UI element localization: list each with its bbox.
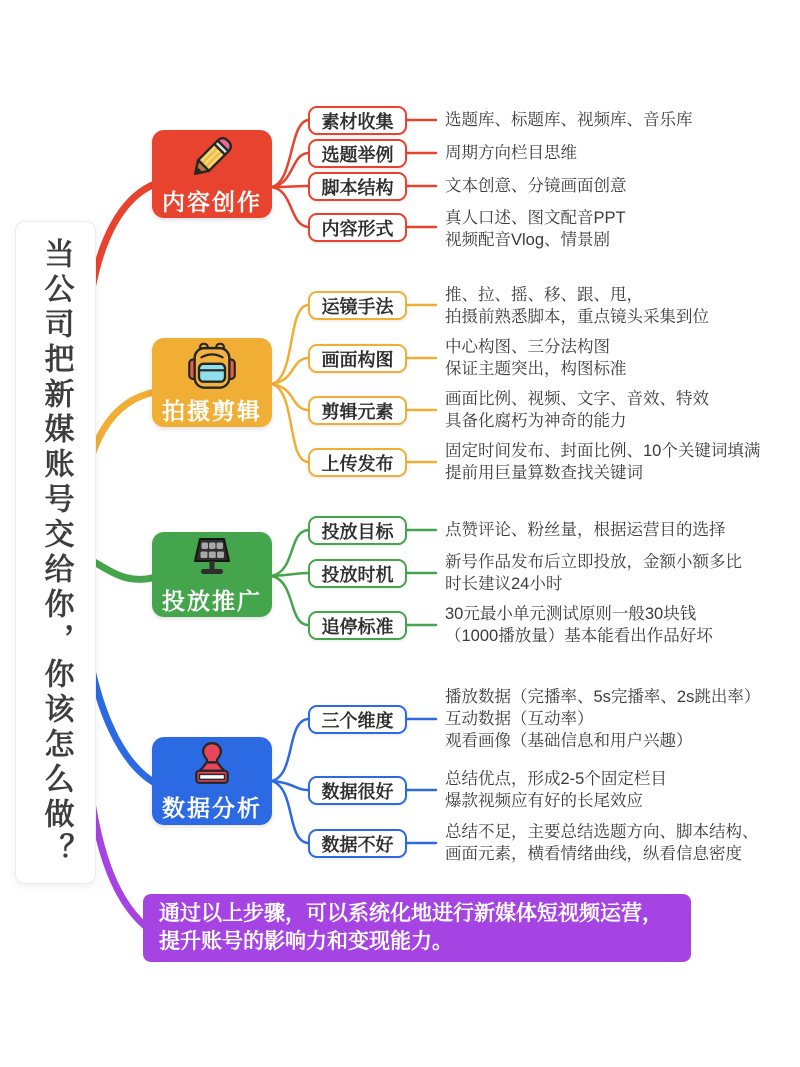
summary-line: 提升账号的影响力和变现能力。	[159, 930, 453, 953]
subtopic-label: 画面构图	[321, 349, 394, 370]
subtopic-editing-elements	[308, 396, 407, 425]
desc-line: 视频配音Vlog、情景剧	[445, 231, 611, 249]
desc-topic-examples	[445, 142, 577, 164]
subtopic-label: 投放目标	[321, 521, 394, 542]
subtopic-ad-timing	[308, 559, 407, 588]
desc-line: 文本创意、分镜画面创意	[445, 177, 627, 195]
subtopic-three-dimensions	[308, 705, 407, 734]
desc-line: 点赞评论、粉丝量，根据运营目的选择	[445, 521, 726, 539]
subtopic-label: 剪辑元素	[321, 401, 394, 422]
subtopic-camera-movement	[308, 291, 407, 320]
desc-camera-movement	[445, 284, 709, 328]
desc-good-data	[445, 768, 667, 812]
desc-stop-criteria	[445, 603, 713, 647]
summary-banner	[143, 894, 691, 962]
desc-line: 爆款视频应有好的长尾效应	[445, 792, 643, 810]
subtopic-label: 内容形式	[321, 218, 394, 239]
desc-line: 推、拉、摇、移、跟、甩，	[445, 286, 643, 304]
topic-data-analysis	[152, 737, 272, 825]
subtopic-label: 运镜手法	[321, 296, 394, 317]
stamp-icon	[187, 739, 237, 789]
desc-line: 保证主题突出，构图标准	[445, 360, 627, 378]
subtopic-label: 数据很好	[321, 781, 394, 802]
subtopic-topic-examples	[308, 139, 407, 168]
branch1-main-curve	[90, 184, 155, 300]
branch4-main-curve	[88, 650, 155, 783]
desc-ad-timing	[445, 551, 742, 595]
desc-line: 播放数据（完播率、5s完播率、2s跳出率）	[445, 688, 761, 706]
solar-panel-icon	[187, 534, 237, 582]
desc-bad-data	[445, 821, 759, 865]
desc-line: 画面元素，横看情绪曲线，纵看信息密度	[445, 845, 742, 863]
subtopic-label: 素材收集	[321, 111, 394, 132]
desc-line: （1000播放量）基本能看出作品好坏	[445, 627, 713, 645]
desc-line: 互动数据（互动率）	[445, 710, 594, 728]
topic-shooting-editing	[152, 338, 272, 427]
desc-upload-publish	[445, 440, 760, 484]
desc-content-format	[445, 207, 626, 251]
desc-line: 时长建议24小时	[445, 575, 563, 593]
desc-line: 周期方向栏目思维	[445, 144, 577, 162]
desc-line: 选题库、标题库、视频库、音乐库	[445, 111, 693, 129]
pencil-icon	[186, 131, 238, 183]
desc-composition	[445, 336, 627, 380]
topic-label: 数据分析	[162, 795, 262, 821]
subtopic-content-format	[308, 213, 407, 242]
desc-line: 固定时间发布、封面比例、10个关键词填满	[445, 442, 761, 460]
desc-line: 画面比例、视频、文字、音效、特效	[445, 390, 709, 408]
desc-line: 提前用巨量算数查找关键词	[445, 464, 643, 482]
subtopic-label: 脚本结构	[321, 177, 394, 198]
topic-ad-promotion	[152, 532, 272, 617]
subtopic-ad-goal	[308, 516, 407, 545]
desc-line: 总结优点，形成2-5个固定栏目	[445, 770, 667, 788]
subtopic-label: 追停标准	[321, 616, 394, 637]
desc-line: 30元最小单元测试原则一般30块钱	[445, 605, 697, 623]
desc-three-dimensions	[445, 686, 760, 752]
subtopic-bad-data	[308, 829, 407, 858]
backpack-icon	[186, 340, 238, 392]
root-question-card	[15, 221, 96, 884]
topic-label: 拍摄剪辑	[162, 397, 262, 424]
subtopic-good-data	[308, 776, 407, 805]
subtopic-label: 上传发布	[321, 453, 394, 474]
desc-material-collection	[445, 109, 693, 131]
root-question-text: 当公司把新媒账号交给你，你该怎么做？	[39, 237, 73, 868]
desc-script-structure	[445, 175, 627, 197]
desc-line: 真人口述、图文配音PPT	[445, 209, 626, 227]
desc-line: 中心构图、三分法构图	[445, 338, 610, 356]
branch2-sub-connectors	[272, 305, 436, 462]
desc-line: 观看画像（基础信息和用户兴趣）	[445, 732, 693, 750]
desc-ad-goal	[445, 519, 726, 541]
summary-line: 通过以上步骤，可以系统化地进行新媒体短视频运营，	[159, 902, 663, 925]
subtopic-upload-publish	[308, 448, 407, 477]
desc-line: 拍摄前熟悉脚本，重点镜头采集到位	[445, 308, 709, 326]
subtopic-label: 投放时机	[321, 564, 394, 585]
summary-main-curve	[90, 790, 150, 930]
branch2-main-curve	[88, 392, 155, 468]
subtopic-label: 数据不好	[321, 834, 394, 855]
topic-content-creation	[152, 130, 272, 218]
topic-label: 内容创作	[162, 189, 262, 215]
subtopic-label: 选题举例	[321, 144, 394, 165]
desc-line: 总结不足，主要总结选题方向、脚本结构、	[445, 823, 759, 841]
subtopic-composition	[308, 344, 407, 373]
subtopic-material-collection	[308, 106, 407, 135]
desc-line: 具备化腐朽为神奇的能力	[445, 412, 627, 430]
desc-line: 新号作品发布后立即投放，金额小额多比	[445, 553, 742, 571]
subtopic-script-structure	[308, 172, 407, 201]
topic-label: 投放推广	[162, 587, 262, 614]
subtopic-stop-criteria	[308, 611, 407, 640]
subtopic-label: 三个维度	[321, 710, 394, 731]
desc-editing-elements	[445, 388, 709, 432]
